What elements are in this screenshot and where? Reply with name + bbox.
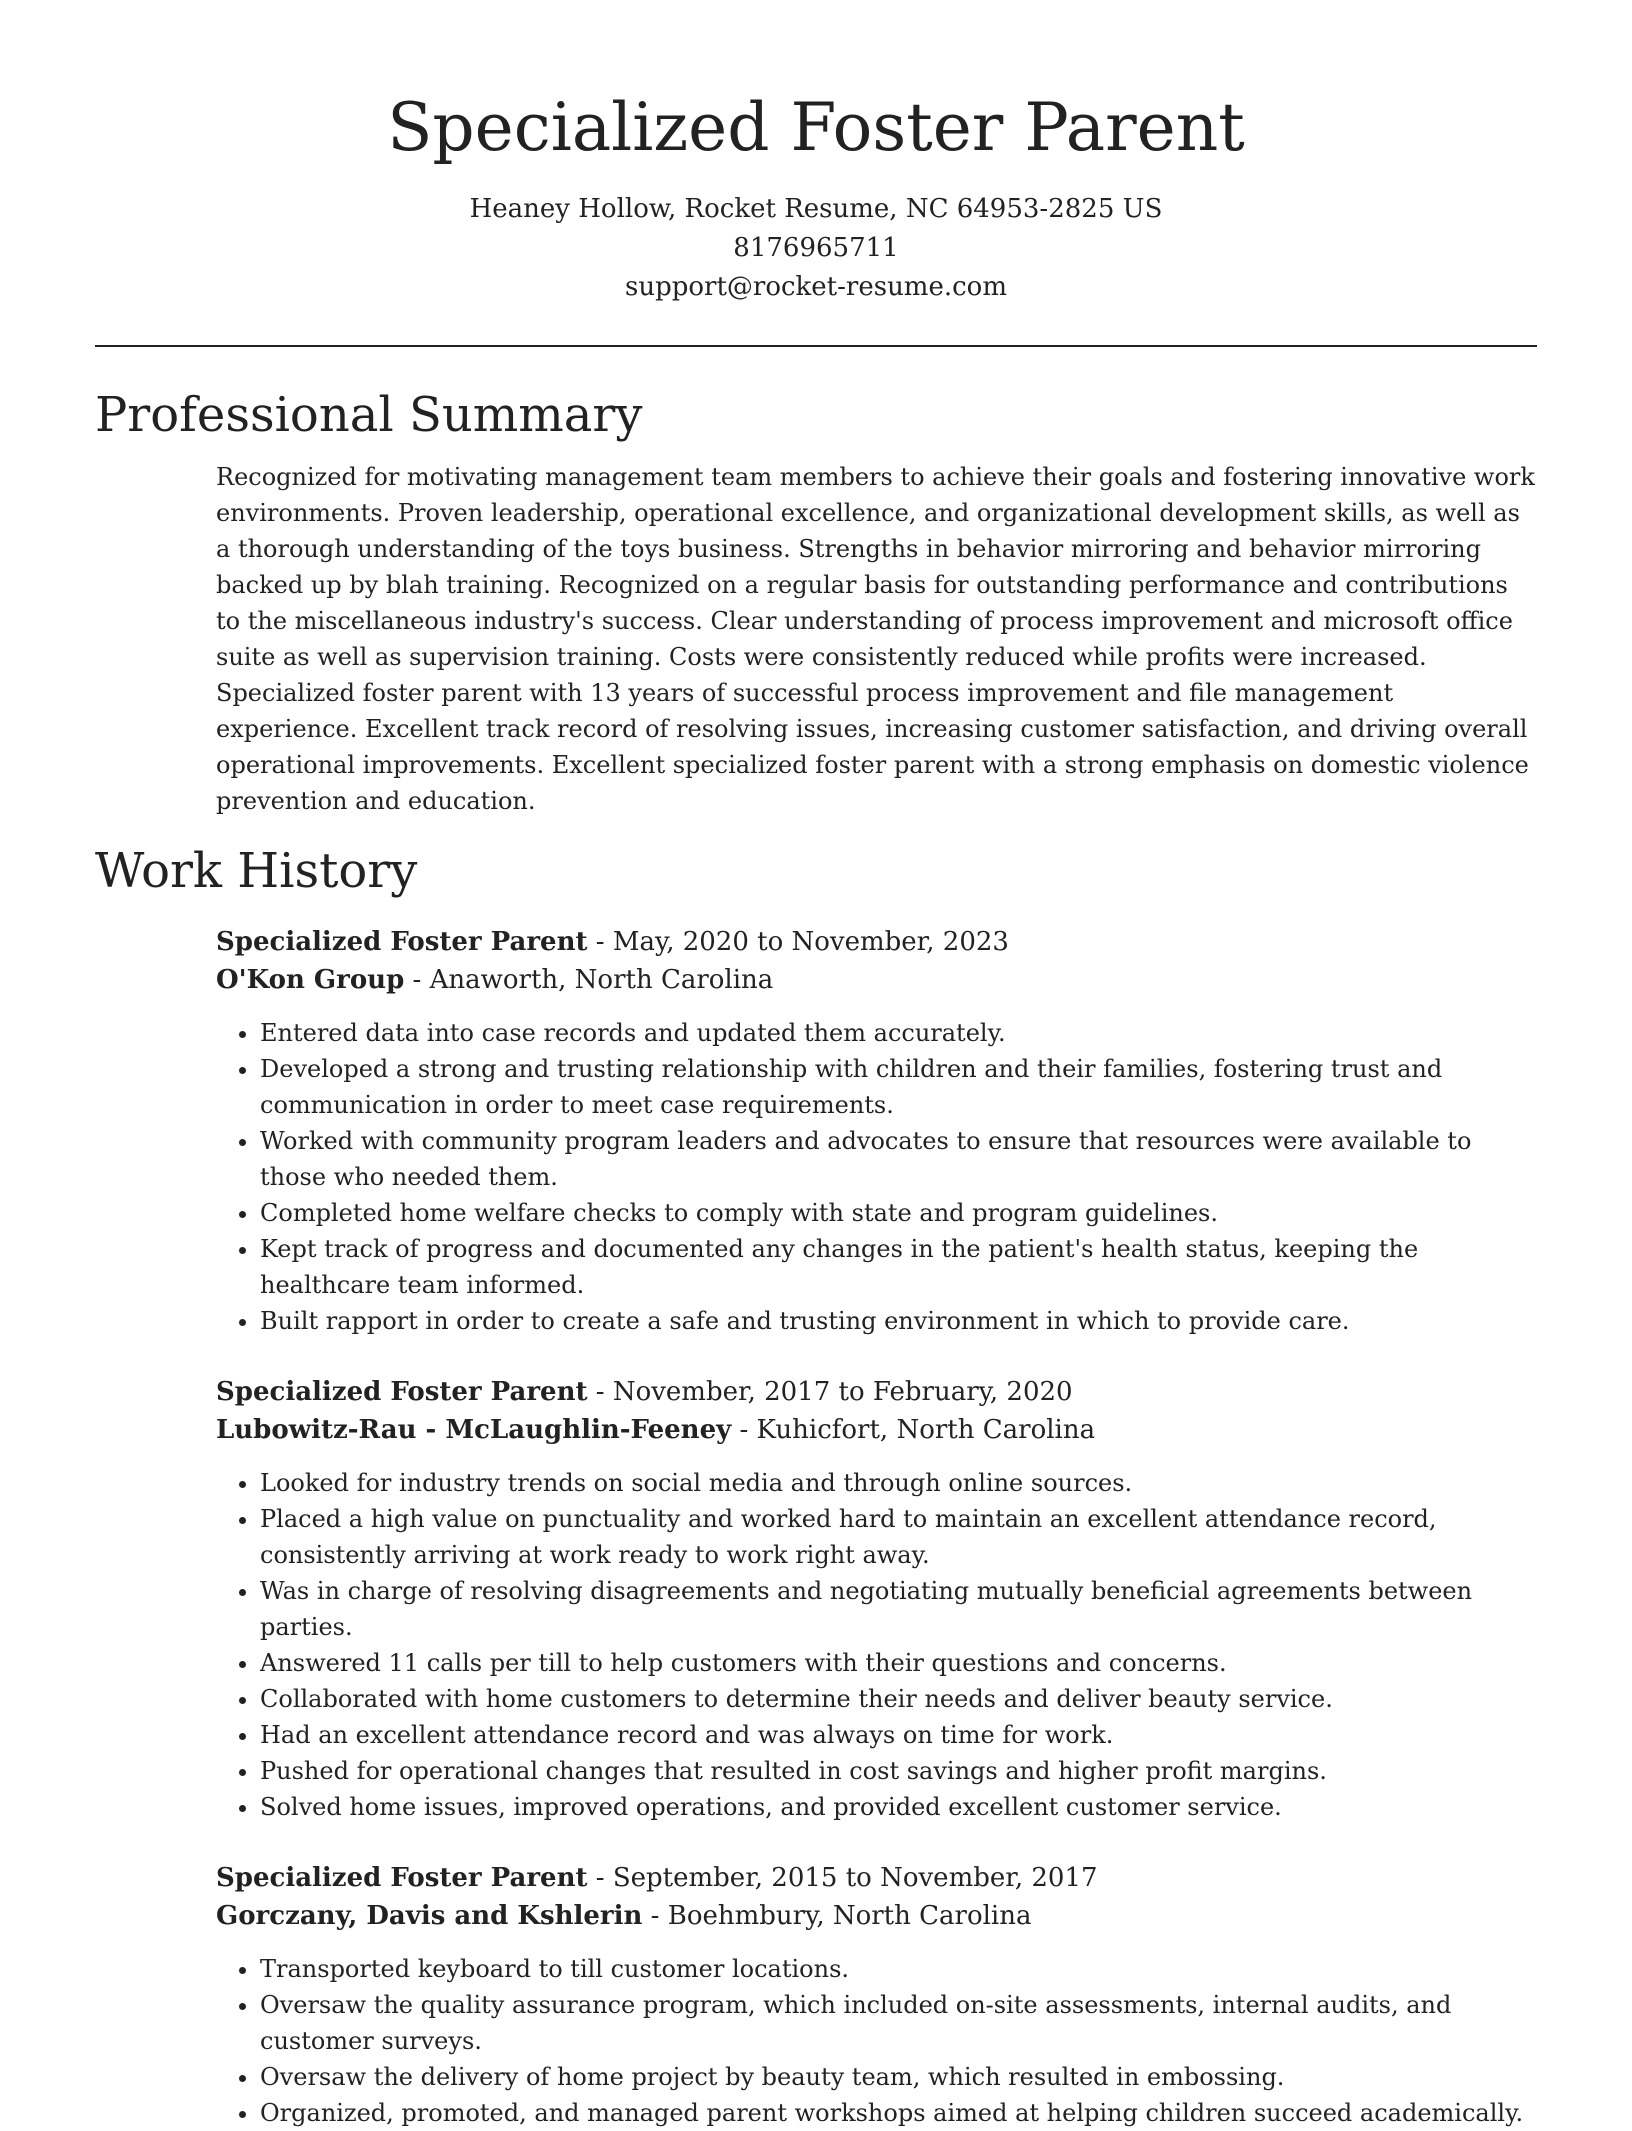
contact-address: Heaney Hollow, Rocket Resume, NC 64953-2825 US (469, 194, 1163, 224)
summary-text: Recognized for motivating management team members to achieve their goals and fostering innovative work environments. Proven leadership, operational excellence, and organizational development skills, as well as a thorough understanding of the toys business. Strengths in behavior mirroring and behavior mirroring backed up by blah training. Recognized on a regular basis for outstanding performance and contributions to the miscellaneous industry's success. Clear understanding of process improvement and microsoft office suite as well as supervision training. Costs were consistently reduced while profits were increased. Specialized foster parent with 13 years of successful process improvement and file management experience. Excellent track record of resolving issues, increasing customer satisfaction, and driving overall operational improvements. Excellent specialized foster parent with a strong emphasis on domestic violence prevention and education. (216, 463, 1535, 815)
job-company: Lubowitz-Rau - McLaughlin-Feeney (216, 1415, 732, 1445)
job-entry-1 (216, 923, 1537, 1339)
job-company: Gorczany, Davis and Kshlerin (216, 1901, 643, 1931)
job-role: Specialized Foster Parent (216, 1863, 588, 1893)
job-bullet: • Solved home issues, improved operations, and provided excellent customer service. (260, 1789, 1537, 1825)
job-company: O'Kon Group (216, 965, 405, 995)
job-location: - Anaworth, North Carolina (404, 965, 774, 995)
job-role: Specialized Foster Parent (216, 927, 588, 957)
job-bullet: • Looked for industry trends on social media and through online sources. (260, 1465, 1537, 1501)
job-dates: - November, 2017 to February, 2020 (587, 1377, 1073, 1407)
job-bullet: • Was in charge of resolving disagreements and negotiating mutually beneficial agreements between parties. (260, 1573, 1537, 1645)
job-dates: - September, 2015 to November, 2017 (587, 1863, 1098, 1893)
job-entry-3 (216, 1859, 1537, 2131)
job-bullet: • Completed home welfare checks to comply with state and program guidelines. (260, 1195, 1537, 1231)
job-title-line (216, 1859, 1537, 1897)
job-title-line (216, 1373, 1537, 1411)
job-bullet: • Transported keyboard to till customer locations. (260, 1951, 1537, 1987)
job-dates: - May, 2020 to November, 2023 (587, 927, 1009, 957)
header-divider (95, 345, 1537, 347)
job-bullet: • Kept track of progress and documented any changes in the patient's health status, keeping the healthcare team informed. (260, 1231, 1537, 1303)
summary-heading: Professional Summary (95, 387, 643, 443)
job-bullet: • Built rapport in order to create a safe and trusting environment in which to provide care. (260, 1303, 1537, 1339)
job-bullet: • Answered 11 calls per till to help customers with their questions and concerns. (260, 1645, 1537, 1681)
job-bullets (216, 1015, 1537, 1339)
job-bullet: • Pushed for operational changes that resulted in cost savings and higher profit margins. (260, 1753, 1537, 1789)
job-bullet: • Worked with community program leaders and advocates to ensure that resources were available to those who needed them. (260, 1123, 1537, 1195)
job-bullet: • Had an excellent attendance record and was always on time for work. (260, 1717, 1537, 1753)
job-bullet: • Collaborated with home customers to determine their needs and deliver beauty service. (260, 1681, 1537, 1717)
job-company-line (216, 961, 1537, 999)
contact-block (95, 190, 1537, 307)
job-role: Specialized Foster Parent (216, 1377, 588, 1407)
job-company-line (216, 1411, 1537, 1449)
job-location: - Boehmbury, North Carolina (642, 1901, 1032, 1931)
job-bullet: • Oversaw the quality assurance program, which included on-site assessments, internal audits, and customer surveys. (260, 1987, 1537, 2059)
job-bullets (216, 1951, 1537, 2131)
candidate-name: Specialized Foster Parent (387, 89, 1245, 166)
job-entry-2 (216, 1373, 1537, 1825)
job-bullet: • Developed a strong and trusting relationship with children and their families, fostering trust and communication in order to meet case requirements. (260, 1051, 1537, 1123)
job-company-line (216, 1897, 1537, 1935)
contact-phone: 8176965711 (733, 233, 899, 263)
contact-email: support@rocket-resume.com (624, 272, 1007, 302)
work-history-heading: Work History (95, 843, 418, 899)
job-title-line (216, 923, 1537, 961)
job-bullets (216, 1465, 1537, 1825)
job-bullet: • Placed a high value on punctuality and worked hard to maintain an excellent attendance record, consistently arriving at work ready to work right away. (260, 1501, 1537, 1573)
job-bullet: • Entered data into case records and updated them accurately. (260, 1015, 1537, 1051)
resume-header (95, 0, 1537, 307)
resume-page (95, 0, 1537, 2131)
job-bullet: • Oversaw the delivery of home project by beauty team, which resulted in embossing. (260, 2059, 1537, 2095)
job-bullet: • Organized, promoted, and managed parent workshops aimed at helping children succeed academically. (260, 2095, 1537, 2131)
job-location: - Kuhicfort, North Carolina (731, 1415, 1096, 1445)
